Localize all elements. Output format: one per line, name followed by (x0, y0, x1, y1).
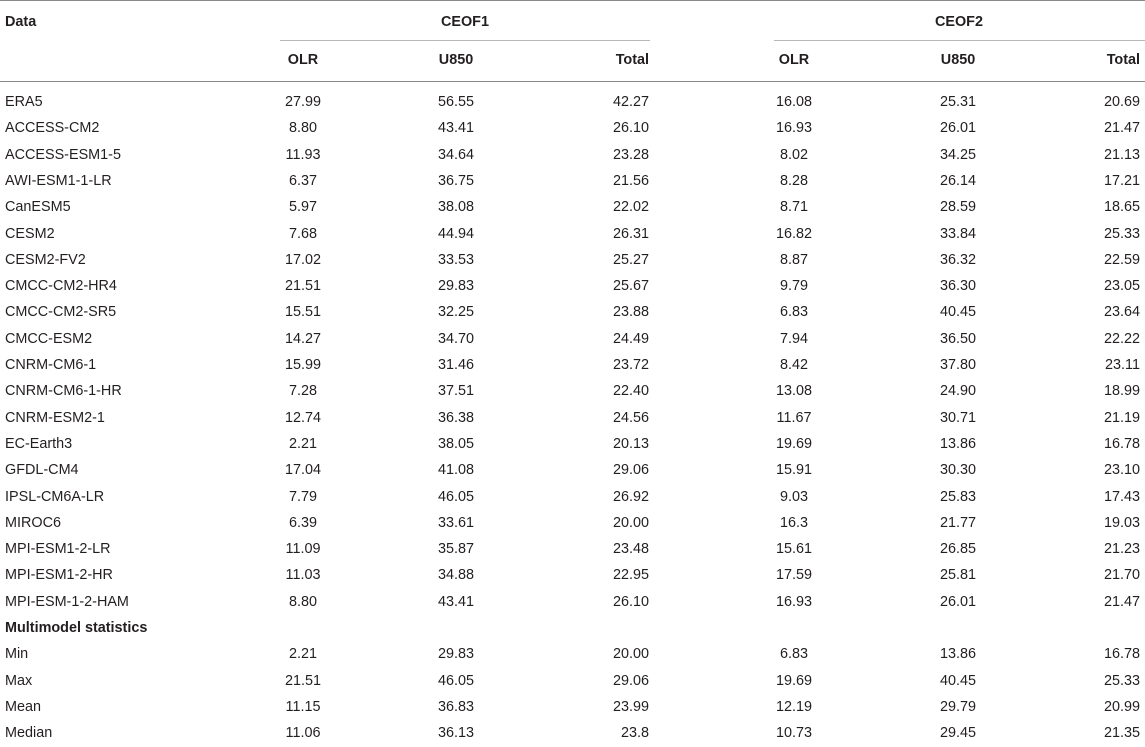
ceof1-total-cell: 23.88 (612, 304, 649, 320)
ceof1-olr-cell: 2.21 (288, 646, 317, 662)
ceof2-olr-cell: 9.03 (779, 489, 808, 505)
header-bottom-rule (0, 81, 1145, 82)
ceof1-u850-cell: 36.75 (437, 173, 474, 189)
ceof1-total-cell: 23.28 (612, 147, 649, 163)
ceof1-total-cell: 23.99 (612, 699, 649, 715)
ceof2-u850-cell: 33.84 (939, 226, 976, 242)
row-label: CanESM5 (5, 199, 71, 215)
ceof1-u850-cell: 37.51 (437, 383, 474, 399)
row-label: ACCESS-CM2 (5, 120, 100, 136)
ceof1-u850-cell: 38.08 (437, 199, 474, 215)
ceof2-total-cell: 17.43 (1103, 489, 1140, 505)
ceof2-group-rule (774, 40, 1145, 41)
ceof1-u850-cell: 46.05 (437, 673, 474, 689)
row-label: Min (5, 646, 29, 662)
ceof1-olr-cell: 2.21 (288, 436, 317, 452)
ceof2-olr-cell: 8.02 (779, 147, 808, 163)
row-label: Max (5, 673, 33, 689)
ceof2-total-cell: 16.78 (1103, 646, 1140, 662)
ceof2-olr-cell: 8.71 (779, 199, 808, 215)
ceof2-u850-cell: 36.32 (939, 252, 976, 268)
ceof1-u850-cell: 32.25 (437, 304, 474, 320)
data-column-header: Data (5, 14, 37, 30)
row-label: Mean (5, 699, 41, 715)
ceof1-total-cell: 26.10 (612, 120, 649, 136)
ceof1-olr-cell: 11.15 (285, 699, 321, 715)
ceof1-olr-cell: 8.80 (288, 594, 317, 610)
ceof2-total-cell: 21.35 (1103, 725, 1140, 741)
row-label: CESM2-FV2 (5, 252, 86, 268)
ceof2-olr-cell: 8.87 (779, 252, 808, 268)
row-label: CMCC-CM2-SR5 (5, 304, 117, 320)
row-label: MPI-ESM-1-2-HAM (5, 594, 129, 610)
ceof2-olr-cell: 17.59 (775, 567, 812, 583)
ceof2-olr-cell: 16.93 (775, 120, 812, 136)
ceof1-u850-cell: 34.88 (437, 567, 474, 583)
ceof1-total-cell: 22.95 (612, 567, 649, 583)
ceof1-olr-cell: 17.02 (284, 252, 321, 268)
row-label: AWI-ESM1-1-LR (5, 173, 112, 189)
ceof2-olr-cell: 16.93 (775, 594, 812, 610)
ceof1-total-header: Total (615, 52, 649, 68)
ceof2-total-cell: 25.33 (1103, 673, 1140, 689)
ceof2-u850-cell: 26.01 (939, 120, 976, 136)
ceof1-u850-cell: 31.46 (437, 357, 474, 373)
ceof1-total-cell: 26.92 (612, 489, 649, 505)
row-label: CNRM-CM6-1 (5, 357, 97, 373)
ceof2-olr-cell: 7.94 (779, 331, 808, 347)
ceof2-olr-cell: 16.08 (775, 94, 812, 110)
ceof1-u850-cell: 33.53 (437, 252, 474, 268)
ceof1-total-cell: 26.31 (612, 226, 649, 242)
row-label: EC-Earth3 (5, 436, 73, 452)
ceof2-u850-cell: 29.45 (939, 725, 976, 741)
ceof1-total-cell: 20.13 (612, 436, 649, 452)
ceof2-olr-cell: 13.08 (775, 383, 812, 399)
ceof2-olr-cell: 6.83 (779, 646, 808, 662)
ceof1-olr-cell: 21.51 (284, 673, 321, 689)
ceof1-u850-cell: 35.87 (437, 541, 474, 557)
ceof2-u850-cell: 36.50 (939, 331, 976, 347)
ceof1-olr-cell: 11.09 (285, 541, 321, 557)
row-label: MPI-ESM1-2-LR (5, 541, 111, 557)
ceof2-olr-cell: 8.42 (779, 357, 808, 373)
ceof1-total-cell: 20.00 (612, 515, 649, 531)
ceof1-u850-cell: 36.38 (437, 410, 474, 426)
ceof2-u850-cell: 28.59 (939, 199, 976, 215)
ceof1-u850-cell: 29.83 (437, 646, 474, 662)
ceof2-total-cell: 16.78 (1103, 436, 1140, 452)
ceof1-total-cell: 21.56 (612, 173, 649, 189)
row-label: ACCESS-ESM1-5 (5, 147, 121, 163)
ceof1-u850-cell: 36.13 (437, 725, 474, 741)
row-label: ERA5 (5, 94, 43, 110)
ceof2-total-cell: 22.59 (1103, 252, 1140, 268)
row-label: CESM2 (5, 226, 55, 242)
ceof2-u850-cell: 13.86 (939, 436, 976, 452)
ceof2-total-cell: 21.23 (1103, 541, 1140, 557)
ceof2-total-cell: 20.69 (1103, 94, 1140, 110)
ceof1-u850-cell: 41.08 (437, 462, 474, 478)
ceof1-olr-cell: 17.04 (284, 462, 321, 478)
ceof1-olr-header: OLR (287, 52, 319, 68)
ceof2-total-cell: 21.47 (1103, 120, 1140, 136)
ceof2-total-cell: 19.03 (1103, 515, 1140, 531)
ceof1-olr-cell: 7.28 (288, 383, 317, 399)
ceof2-total-cell: 21.47 (1103, 594, 1140, 610)
row-label: GFDL-CM4 (5, 462, 79, 478)
ceof1-total-cell: 22.02 (612, 199, 649, 215)
ceof2-u850-cell: 25.83 (939, 489, 976, 505)
ceof2-total-cell: 21.13 (1103, 147, 1140, 163)
row-label: CNRM-ESM2-1 (5, 410, 105, 426)
ceof2-total-cell: 21.70 (1103, 567, 1140, 583)
ceof2-olr-cell: 6.83 (779, 304, 808, 320)
ceof1-olr-cell: 7.68 (288, 226, 317, 242)
ceof1-olr-cell: 11.03 (285, 567, 321, 583)
ceof2-u850-cell: 26.14 (939, 173, 976, 189)
ceof2-u850-header: U850 (940, 52, 976, 68)
ceof1-total-cell: 42.27 (612, 94, 649, 110)
ceof1-u850-cell: 43.41 (437, 120, 474, 136)
ceof2-total-cell: 23.64 (1103, 304, 1140, 320)
ceof1-u850-cell: 29.83 (437, 278, 474, 294)
ceof2-olr-cell: 15.61 (775, 541, 812, 557)
ceof1-u850-cell: 56.55 (437, 94, 474, 110)
ceof1-u850-cell: 33.61 (437, 515, 474, 531)
ceof1-group-header: CEOF1 (441, 14, 489, 30)
row-label: CMCC-CM2-HR4 (5, 278, 117, 294)
ceof2-total-cell: 21.19 (1103, 410, 1140, 426)
ceof1-olr-cell: 8.80 (288, 120, 317, 136)
ceof2-u850-cell: 13.86 (939, 646, 976, 662)
ceof2-u850-cell: 40.45 (939, 673, 976, 689)
row-label: Median (5, 725, 53, 741)
ceof2-olr-cell: 11.67 (776, 410, 812, 426)
ceof2-u850-cell: 34.25 (939, 147, 976, 163)
ceof2-u850-cell: 29.79 (939, 699, 976, 715)
ceof2-olr-cell: 12.19 (775, 699, 812, 715)
ceof1-u850-cell: 36.83 (437, 699, 474, 715)
ceof2-olr-cell: 15.91 (775, 462, 812, 478)
ceof2-u850-cell: 25.81 (939, 567, 976, 583)
ceof1-u850-header: U850 (438, 52, 474, 68)
ceof1-olr-cell: 7.79 (288, 489, 317, 505)
ceof1-total-cell: 22.40 (612, 383, 649, 399)
ceof1-u850-cell: 38.05 (437, 436, 474, 452)
ceof2-u850-cell: 30.30 (939, 462, 976, 478)
ceof2-group-header: CEOF2 (935, 14, 983, 30)
ceof2-u850-cell: 26.85 (939, 541, 976, 557)
ceof2-u850-cell: 26.01 (939, 594, 976, 610)
ceof1-total-cell: 24.56 (612, 410, 649, 426)
ceof1-olr-cell: 11.93 (285, 147, 321, 163)
ceof1-total-cell: 23.48 (612, 541, 649, 557)
multimodel-statistics-heading: Multimodel statistics (5, 620, 148, 636)
ceof1-olr-cell: 12.74 (284, 410, 321, 426)
ceof2-total-cell: 18.99 (1103, 383, 1140, 399)
ceof2-olr-cell: 8.28 (779, 173, 808, 189)
ceof2-total-cell: 23.11 (1105, 357, 1140, 373)
ceof1-olr-cell: 15.99 (284, 357, 321, 373)
row-label: CMCC-ESM2 (5, 331, 93, 347)
ceof1-olr-cell: 6.39 (288, 515, 317, 531)
ceof1-olr-cell: 6.37 (288, 173, 317, 189)
row-label: MIROC6 (5, 515, 61, 531)
ceof1-olr-cell: 15.51 (284, 304, 321, 320)
ceof2-olr-cell: 19.69 (775, 436, 812, 452)
ceof1-u850-cell: 34.64 (437, 147, 474, 163)
ceof1-total-cell: 25.67 (612, 278, 649, 294)
ceof1-total-cell: 23.72 (612, 357, 649, 373)
top-rule (0, 0, 1145, 1)
row-label: CNRM-CM6-1-HR (5, 383, 122, 399)
ceof2-total-cell: 20.99 (1103, 699, 1140, 715)
ceof2-olr-cell: 19.69 (775, 673, 812, 689)
ceof1-u850-cell: 43.41 (437, 594, 474, 610)
ceof1-total-cell: 23.8 (620, 725, 649, 741)
ceof2-u850-cell: 25.31 (939, 94, 976, 110)
ceof2-total-cell: 23.10 (1103, 462, 1140, 478)
ceof2-u850-cell: 21.77 (939, 515, 976, 531)
ceof1-u850-cell: 44.94 (437, 226, 474, 242)
ceof1-total-cell: 29.06 (612, 462, 649, 478)
ceof1-u850-cell: 34.70 (437, 331, 474, 347)
ceof1-total-cell: 25.27 (612, 252, 649, 268)
ceof2-olr-cell: 16.3 (779, 515, 808, 531)
ceof2-u850-cell: 36.30 (939, 278, 976, 294)
ceof2-olr-header: OLR (778, 52, 810, 68)
ceof2-total-cell: 18.65 (1103, 199, 1140, 215)
ceof1-olr-cell: 21.51 (284, 278, 321, 294)
ceof1-u850-cell: 46.05 (437, 489, 474, 505)
ceof2-u850-cell: 37.80 (939, 357, 976, 373)
ceof2-total-cell: 17.21 (1103, 173, 1140, 189)
ceof1-total-cell: 24.49 (612, 331, 649, 347)
ceof1-olr-cell: 27.99 (284, 94, 321, 110)
ceof2-total-cell: 23.05 (1103, 278, 1140, 294)
ceof1-total-cell: 29.06 (612, 673, 649, 689)
ceof1-total-cell: 26.10 (612, 594, 649, 610)
ceof2-u850-cell: 24.90 (939, 383, 976, 399)
ceof2-olr-cell: 16.82 (775, 226, 812, 242)
ceof1-olr-cell: 11.06 (285, 725, 321, 741)
ceof2-olr-cell: 9.79 (779, 278, 808, 294)
ceof1-olr-cell: 5.97 (288, 199, 317, 215)
row-label: IPSL-CM6A-LR (5, 489, 105, 505)
ceof1-olr-cell: 14.27 (284, 331, 321, 347)
ceof1-group-rule (280, 40, 650, 41)
ceof2-u850-cell: 40.45 (939, 304, 976, 320)
ceof2-total-header: Total (1106, 52, 1140, 68)
ceof1-total-cell: 20.00 (612, 646, 649, 662)
ceof2-total-cell: 25.33 (1103, 226, 1140, 242)
ceof2-olr-cell: 10.73 (775, 725, 812, 741)
ceof2-u850-cell: 30.71 (939, 410, 976, 426)
row-label: MPI-ESM1-2-HR (5, 567, 113, 583)
ceof2-total-cell: 22.22 (1103, 331, 1140, 347)
